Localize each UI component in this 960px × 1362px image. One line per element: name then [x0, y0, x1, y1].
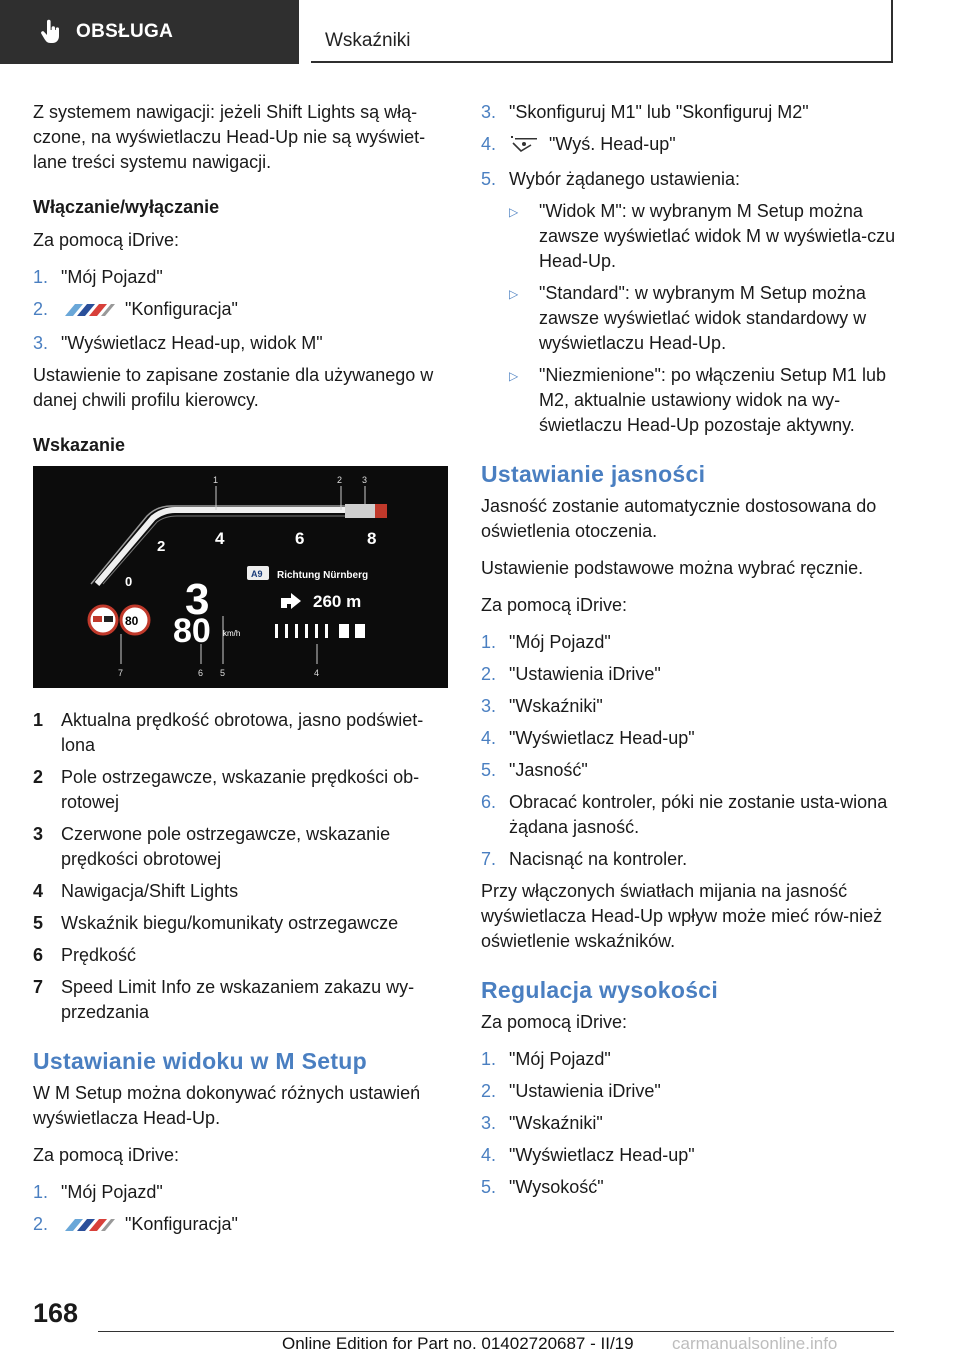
list-item: 1. "Mój Pojazd"	[481, 632, 611, 652]
nav-distance: 260 m	[313, 592, 362, 611]
footer-divider	[98, 1331, 894, 1332]
msetup-steps-continued	[481, 100, 896, 192]
setting-options	[481, 199, 896, 438]
speed-unit: km/h	[223, 629, 241, 638]
list-item: 1. "Mój Pojazd"	[33, 1182, 163, 1202]
list-item: 4. "Wyś. Head-up"	[481, 132, 896, 160]
figure-legend	[33, 708, 448, 1025]
rpm-label-4: 4	[215, 529, 225, 548]
msetup-steps	[33, 1180, 448, 1239]
triangle-bullet-icon: ▷	[509, 369, 519, 383]
head-up-display-figure	[33, 466, 448, 688]
edition-footer: Online Edition for Part no. 01402720687 - II/19	[282, 1334, 634, 1353]
hand-pointer-icon	[40, 19, 62, 45]
list-item: 3 Czerwone pole ostrzegawcze, wskazanie prędkości obrotowej	[33, 824, 391, 869]
brightness-heading: Ustawianie jasności	[481, 461, 706, 487]
callout-1: 1	[213, 475, 219, 485]
list-item: 7. Nacisnąć na kontroler.	[481, 849, 688, 869]
list-item: 3. "Wskaźniki"	[481, 696, 603, 716]
list-item: 3. "Skonfiguruj M1" lub "Skonfiguruj M2"	[481, 102, 809, 122]
callout-7: 7	[118, 668, 124, 678]
onoff-via: Za pomocą iDrive:	[33, 230, 180, 250]
speed-value: 80	[173, 612, 211, 650]
head-up-display-icon	[509, 135, 539, 160]
nav-direction: Richtung Nürnberg	[277, 570, 369, 581]
height-steps	[481, 1047, 896, 1200]
brightness-note: Przy włączonych światłach mijania na jasność wyświetlacza Head-Up wpływ może mieć rów-nież oświetlenie wskaźników.	[481, 881, 883, 951]
list-item: 5. "Wysokość"	[481, 1177, 604, 1197]
rpm-label-0: 0	[125, 574, 133, 589]
onoff-note: Ustawienie to zapisane zostanie dla używanego w danej chwili profilu kierowcy.	[33, 365, 434, 410]
list-item: 4 Nawigacja/Shift Lights	[33, 881, 239, 901]
list-item: ▷ "Standard": w wybranym M Setup można zawsze wyświetlać widok standardowy w wyświetlaczu Head-Up.	[509, 281, 896, 356]
display-heading: Wskazanie	[33, 435, 126, 455]
list-item: 1. "Mój Pojazd"	[33, 267, 163, 287]
list-item: 3. "Wyświetlacz Head-up, widok M"	[33, 333, 323, 353]
onoff-steps	[33, 265, 448, 356]
brightness-steps	[481, 630, 896, 872]
list-item: 4. "Wyświetlacz Head-up"	[481, 1145, 695, 1165]
callout-4: 4	[314, 668, 320, 678]
list-item: 2. "Konfiguracja"	[33, 297, 448, 324]
triangle-bullet-icon: ▷	[509, 205, 519, 219]
list-item: 5 Wskaźnik biegu/komunikaty ostrzegawcze	[33, 913, 399, 933]
list-item: ▷ "Widok M": w wybranym M Setup można zawsze wyświetlać widok M w wyświetla-czu Head-Up.	[509, 199, 896, 274]
msetup-text: W M Setup można dokonywać różnych ustawień wyświetlacza Head-Up.	[33, 1083, 421, 1128]
road-sign-label: A9	[251, 569, 263, 579]
msetup-heading: Ustawianie widoku w M Setup	[33, 1048, 367, 1074]
rpm-label-8: 8	[367, 529, 377, 548]
brightness-p2: Ustawienie podstawowe można wybrać ręcznie.	[481, 558, 864, 578]
msetup-via: Za pomocą iDrive:	[33, 1145, 180, 1165]
brightness-p1: Jasność zostanie automatycznie dostosowana do oświetlenia otoczenia.	[481, 496, 877, 541]
callout-6: 6	[198, 668, 204, 678]
height-heading: Regulacja wysokości	[481, 977, 719, 1003]
list-item: 4. "Wyświetlacz Head-up"	[481, 728, 695, 748]
speed-limit-value: 80	[125, 614, 139, 628]
list-item: 3. "Wskaźniki"	[481, 1113, 603, 1133]
left-column	[33, 100, 448, 1246]
list-item: 2 Pole ostrzegawcze, wskazanie prędkości ob-rotowej	[33, 767, 420, 812]
list-item: 2. "Konfiguracja"	[33, 1212, 448, 1239]
list-item: 7 Speed Limit Info ze wskazaniem zakazu wy-przedzania	[33, 977, 415, 1022]
m-setup-stripes-icon	[61, 299, 117, 324]
gear-indicator: 3	[185, 575, 210, 624]
list-item: 5. "Jasność"	[481, 760, 588, 780]
breadcrumb: Wskaźniki	[325, 30, 411, 51]
list-item: 1. "Mój Pojazd"	[481, 1049, 611, 1069]
list-item: 6. Obracać kontroler, póki nie zostanie usta-wiona żądana jasność.	[481, 792, 888, 837]
right-column	[481, 100, 896, 1207]
rpm-label-6: 6	[295, 529, 305, 548]
callout-3: 3	[362, 475, 368, 485]
breadcrumb-box	[311, 0, 893, 63]
list-item: ▷ "Niezmienione": po włączeniu Setup M1 lub M2, aktualnie ustawiony widok na wy-świetlaczu Head-Up pozostaje aktywny.	[509, 363, 896, 438]
list-item: 6 Prędkość	[33, 945, 137, 965]
list-item: 2. "Ustawienia iDrive"	[481, 1081, 661, 1101]
rpm-label-2: 2	[157, 538, 166, 555]
intro-paragraph: Z systemem nawigacji: jeżeli Shift Lights są włą-czone, na wyświetlaczu Head-Up nie są wyświet-lane treści systemu nawigacji.	[33, 102, 426, 172]
m-setup-stripes-icon	[61, 1214, 117, 1239]
page-number: 168	[33, 1298, 79, 1328]
callout-5: 5	[220, 668, 226, 678]
list-item: 1 Aktualna prędkość obrotowa, jasno podświet-lona	[33, 710, 424, 755]
onoff-heading: Włączanie/wyłączanie	[33, 197, 220, 217]
list-item: 2. "Ustawienia iDrive"	[481, 664, 661, 684]
triangle-bullet-icon: ▷	[509, 287, 519, 301]
callout-2: 2	[337, 475, 343, 485]
watermark: carmanualsonline.info	[672, 1334, 838, 1353]
section-header	[0, 0, 299, 64]
list-item: 5. Wybór żądanego ustawienia:	[481, 169, 740, 189]
brightness-via: Za pomocą iDrive:	[481, 595, 628, 615]
section-title: OBSŁUGA	[76, 21, 174, 42]
height-via: Za pomocą iDrive:	[481, 1012, 628, 1032]
